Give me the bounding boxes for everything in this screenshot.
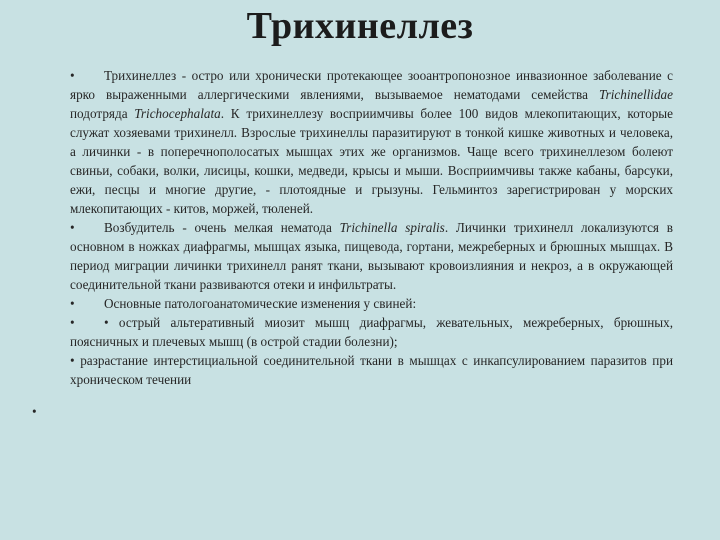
- text-run: Возбудитель - очень мелкая нематода: [104, 220, 340, 235]
- text-run: Трихинеллез - остро или хронически протекающее зооантропонозное инвазионное заболевание с ярко выраженными аллергическими явлениями, вызываемое нематодами семейства: [70, 68, 673, 102]
- paragraph-chronic: [70, 351, 673, 389]
- text-run: . Личинки трихинелл локализуются в основном в ножках диафрагмы, мышцах языка, пищевода, гортани, межреберных и брюшных мышцах. В период миграции личинки трихинелл ранят ткани, вызывают кровоизлияния и некроз, а в окружающей соединительной ткани развиваются отеки и инфильтраты.: [70, 220, 673, 292]
- text-run: • разрастание интерстициальной соединительной ткани в мышцах с инкапсулированием паразитов при хроническом течении: [70, 353, 673, 387]
- bullet: •: [70, 220, 75, 235]
- paragraph-pathogen: [70, 218, 673, 294]
- latin-term: Trichinellidae: [599, 87, 673, 102]
- text-run: . К трихинеллезу восприимчивы более 100 видов млекопитающих, которые служат хозяевами трихинелл. Взрослые трихинеллы паразитируют в тонкой кишке животных и человека, а личинки - в поперечнополосатых мышцах этих же организмов. Чаще всего трихинеллезом болеют свиньи, собаки, волки, лисицы, кошки, медведи, крысы и мыши. Восприимчивы также кабаны, барсуки, ежи, песцы и многие другие, - плотоядные и грызуны. Гельминтоз зарегистрирован у морских млекопитающих - китов, моржей, тюленей.: [70, 106, 674, 216]
- paragraph-acute-myositis: [70, 313, 673, 351]
- text-run: • острый альтеративный миозит мышц диафрагмы, жевательных, межреберных, брюшных, поясничных и плечевых мышц (в острой стадии болезни);: [70, 315, 673, 349]
- bullet: •: [70, 296, 75, 311]
- page-title: Трихинеллез: [246, 5, 474, 47]
- bullet: •: [70, 68, 75, 83]
- latin-term: Trichocephalata: [134, 106, 221, 121]
- bullet: •: [70, 315, 75, 330]
- latin-term: Trichinella spiralis: [339, 220, 445, 235]
- outer-bullet: •: [32, 404, 37, 419]
- paragraph-changes-heading: [70, 294, 673, 313]
- paragraph-definition: [70, 66, 673, 218]
- text-run: Основные патологоанатомические изменения у свиней:: [104, 296, 417, 311]
- text-run: подотряда: [70, 106, 135, 121]
- document-body: [70, 66, 673, 389]
